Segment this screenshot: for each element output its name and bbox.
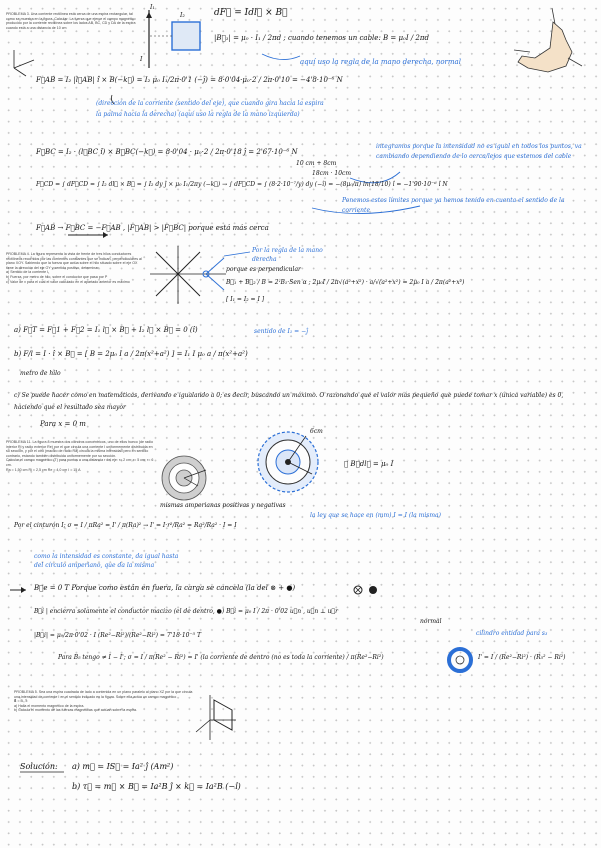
eq-Bi-value: |B⃗i| = μ₀/2π·0'02 · I (Re²−Ri²)/(Re²−Ri²) = 7'18·10⁻⁵ T xyxy=(34,632,201,639)
fig-label-i2: I₂ xyxy=(180,12,185,19)
problem5-statement xyxy=(14,690,194,713)
problem5-part-b: b) Calcula el momento de las fuerzas magnéticas que actúan sobre la espira. xyxy=(14,708,138,713)
eq-part-c-result: Para x = 0 m xyxy=(40,420,86,428)
eq-part-a: a) F⃗T = F⃗1 + F⃗2 = I₁ l⃗ × B⃗ + I₂ l⃗ × B⃗ = 0 (î) xyxy=(14,326,198,334)
problem11-part-b: Calcular el campo magnético (T) para puntos a una distancia r del eje: r= 2 cm; r= 5 cm; r= 6 cm. xyxy=(6,458,154,467)
note-carga: como la intensidad es constante, da igual hasta del círculo amperiano, que da la misma xyxy=(34,553,179,569)
eq-FBC: F⃗BC = I₂ · (l⃗BC î) × B⃗BC(−k⃗) = 8·0'04 · μ₀·2 / 2π·0'18 ĵ = 2'67·10⁻⁶ N xyxy=(36,148,298,156)
loop-figure xyxy=(146,10,200,68)
problem4-part-b: b) Fuerza, por metro de hilo, sobre el conductor que pasa por P xyxy=(6,274,108,279)
problem5-field: B⃗ = B₀ k⃗ xyxy=(14,699,28,704)
eq-perp: B⃗₁ + B⃗₂ / B = 2·B₁·Sen α ; 2μ₀I / 2π√(a²+x²) · a/√(a²+x²) = 2μ₀ I a / 2π(a²+x²) xyxy=(226,279,465,286)
fig-label-i1: I₁ xyxy=(150,4,155,11)
note-part-b: metro de hilo xyxy=(20,370,61,377)
eq-mods: [ I₁ = I₂ = I ] xyxy=(226,296,265,303)
amperian-loops-drawing xyxy=(258,432,318,492)
label-6cm: 6cm xyxy=(310,428,323,435)
eq-r2: Por el cinturón I; σ = I / πRa² = I' / π(Ra)² → I' = I·r²/Ra² = Ra²/Ra² · I = I xyxy=(14,522,237,529)
eq-B1: |B⃗₁| = μ₀ · I₁ / 2πd ; cuando tenemos un cable: B = μ₀I / 2πd xyxy=(214,34,429,42)
note-perp: porque es perpendicular xyxy=(226,266,301,273)
problem4-part-c: c) Valor de x para el cual el valor calculado en el apartado anterior es máximo xyxy=(6,279,130,284)
eq-Bi: B⃗i | encierra solamente el conductor macizo (el de dentro, ●) B⃗i = μ₀ I / 2π · 0'02 u⃗n , u⃗n ⊥ u⃗r xyxy=(34,608,339,615)
eq-dF: dF⃗ = Idl⃗ × B⃗ xyxy=(214,8,288,18)
problem3-statement xyxy=(6,12,140,30)
eq-FAB-final: F⃗AB → F⃗BC = −F⃗AB , |F⃗AB| > |F⃗BC| porque está más cerca xyxy=(36,224,269,232)
note-integral: integramos porque la intensidad no es igual en todos los puntos, va cambiando dependiendo de lo cerca/lejos que estemos del cable xyxy=(376,143,582,160)
problem11-data: Ra = 1,50 cm Ri = 2,5 cm Re = 4,0 cm I = 15 A xyxy=(6,467,81,472)
eq-Iprime: I' = I / (Re²−Ri²) · (R₅² − Ri²) xyxy=(478,654,566,661)
cylinders-figure xyxy=(162,456,206,500)
xyz-axes-left xyxy=(14,50,34,76)
tag-normal: normal xyxy=(420,618,442,625)
eq-part-c: c) Se puede hacer como en matemáticas, derivando e igualando a 0; es decir, buscando un máximo. O razonando que el valor más pequeño que puede tomar x (única variable) es 0, haciendo que el resultado sea mayor xyxy=(14,392,564,411)
problem11-header: PROBLEMA 11. La figura 8 muestra dos cilindros concéntricos, uno de ellos hueco (de radio interior Ri y radio exterior Re) por el que circula una corriente I uniformemente distribuida en su sección, y por el otro (macizo de radio Ra) circula la misma intensidad pero en sentido contrario, estando también distribuida uniformemente por su sección. xyxy=(6,440,153,458)
note-amperianas: mismas amperianas positivas y negativas xyxy=(160,502,286,509)
problem4-header: PROBLEMA 4. La figura representa la vista de frente de tres hilos conductores rectilíneos recorridos por las corrientes constantes que se indican, perpendiculares al plano XOY. Sabiendo que la fuerza que actúa sobre el hilo situado sobre el eje OX tiene la dirección del eje OY y sentido positivo, determinar: xyxy=(6,252,142,270)
eq-part-b: b) F/l = I · î × B⃗ = [ B = 2μ₀ I a / 2π(x²+a²) ] = I₁ I μ₀ a / π(x²+a²) xyxy=(14,350,248,358)
eq-FCD: F⃗CD = ∫ dF⃗CD = ∫ I₂ dl⃗ × B⃗ = ∫ I₂ dy ĵ × μ₀ I₁/2πy (−k⃗) → ∫ dF⃗CD = ∫ (8·2·10⁻⁷/y) dy (−î) = −(8μ₀/π) ln(18/10) î = −1'90·10⁻⁶ î N xyxy=(36,181,448,188)
note-cilindro: cilindro entidad para s₃ xyxy=(476,630,548,637)
note-ley: la ley que se hace en (mm) I = I (la misma) xyxy=(310,512,441,519)
problem4-statement xyxy=(6,252,144,284)
problem3-part-a: La fuerza que ejerce el campo magnético producido por la corriente rectilínea sobre los lados AB, BC, CD y DA de la espira cuando está a una distancia de 10 cm xyxy=(6,16,136,30)
note-right-hand: aquí uso la regla de la mano derecha, normal xyxy=(300,58,461,66)
note-part-a: sentido de I₁ = −ĵ xyxy=(254,328,308,335)
problem5-part-a: a) Halla el momento magnético de la espira. xyxy=(14,703,85,708)
eq-circulation: ∮ B⃗dl⃗ = μ₀ I xyxy=(344,460,394,468)
ring-drawing xyxy=(449,649,471,671)
note-limits: Ponemos estos límites porque ya hemos tenido en cuenta el sentido de la corriente xyxy=(342,197,565,214)
problem3-header: PROBLEMA 3. Una corriente rectilínea está cerca de una espira rectangular, tal como se muestra en la figura. Calcular: xyxy=(6,12,133,21)
note-rule: Por la regla de la mano derecha xyxy=(252,247,323,263)
fig-label-i: I xyxy=(140,56,143,63)
problem11-statement xyxy=(6,440,156,472)
wires-figure xyxy=(150,246,226,304)
square-loop-figure xyxy=(196,695,236,740)
problem4-part-a: a) Sentido de la corriente I₁ xyxy=(6,270,50,275)
eq-Bs: Para B₅ tengo ≠ I − I'; σ = I / π(Re² − Ri²) = I' (la corriente de dentro (no es toda la corriente) / π(Re²−Ri²) xyxy=(58,654,384,661)
solution-b: b) τ⃗ = m⃗ × B⃗ = Ia²B ĵ × k⃗ = Ia²B (−î) xyxy=(72,782,241,791)
eq-FCD-limits: 18cm · 10cm xyxy=(312,170,352,177)
eq-FAB: F⃗AB = I₂ |l⃗AB| î × B(−k⃗) = I₂ μ₀ I₁/2π·0'1 (−ĵ) = 8·0'04·μ₀·2 / 2π·0'10 = −4'8·10⁻⁶ N xyxy=(36,76,343,84)
eq-Be: B⃗e = 0 T Porque como están en fuera, la carga se cancela (la del ⊗ + ●) xyxy=(34,584,296,592)
right-hand-rule-drawing xyxy=(514,8,582,72)
eq-FBC-units: 10 cm + 8cm xyxy=(296,160,337,167)
problem5-header: PROBLEMA 5. Sea una espira cuadrada de lado a contenida en un plano paralelo al plano XZ por la que circula una intensidad de corriente I en el sentido indicado en la figura. Sobre ella actúa un campo magnético xyxy=(14,690,193,699)
solution-label: Solución: xyxy=(20,762,58,771)
solution-a: a) m⃗ = IS⃗ = Ia² ĵ (Am²) xyxy=(72,762,174,771)
note-direction: (dirección de la corriente (sentido del eje), que cuando gira hacia la espira la palma hacia la derecha) (aquí uso la regla de la mano izquierda) xyxy=(96,100,324,118)
